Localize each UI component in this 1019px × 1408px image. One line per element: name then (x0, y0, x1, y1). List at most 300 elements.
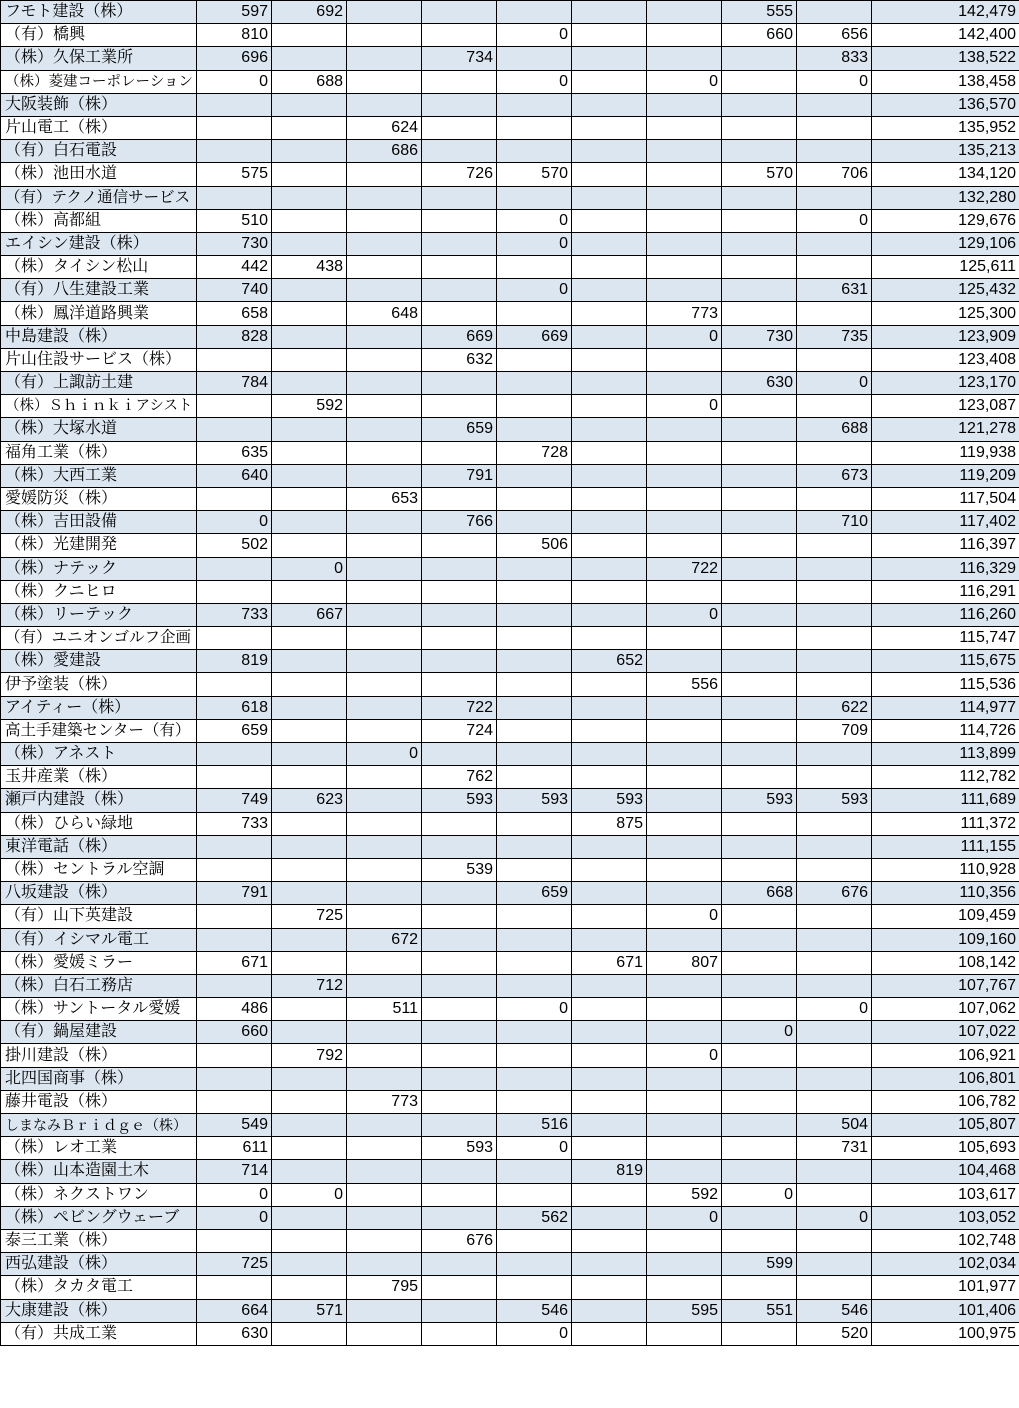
score-cell (572, 1067, 647, 1090)
company-name-cell: フモト建設（株） (1, 1, 197, 24)
total-cell: 105,693 (872, 1137, 1019, 1160)
score-cell: 706 (797, 163, 872, 186)
score-cell (347, 580, 422, 603)
score-cell (572, 928, 647, 951)
table-row (1, 348, 1019, 371)
table-row (1, 464, 1019, 487)
score-cell (497, 256, 572, 279)
score-cell: 506 (497, 534, 572, 557)
company-name-cell: アイティー（株） (1, 696, 197, 719)
total-cell: 115,747 (872, 627, 1019, 650)
score-cell (797, 140, 872, 163)
score-cell (647, 835, 722, 858)
table-row (1, 603, 1019, 626)
score-cell (797, 395, 872, 418)
total-cell: 121,278 (872, 418, 1019, 441)
score-cell: 0 (497, 209, 572, 232)
score-cell: 640 (197, 464, 272, 487)
score-cell (572, 348, 647, 371)
total-cell: 108,142 (872, 951, 1019, 974)
score-cell (422, 673, 497, 696)
score-cell (497, 743, 572, 766)
company-name-cell: しまなみＢｒｉｄｇｅ（株） (1, 1114, 197, 1137)
score-cell (797, 1, 872, 24)
score-cell (272, 835, 347, 858)
score-cell (647, 1090, 722, 1113)
score-cell (422, 441, 497, 464)
total-cell: 117,504 (872, 487, 1019, 510)
score-cell (347, 1183, 422, 1206)
score-cell (722, 70, 797, 93)
score-cell: 0 (497, 998, 572, 1021)
total-cell: 107,022 (872, 1021, 1019, 1044)
score-cell: 712 (272, 974, 347, 997)
table-row (1, 1183, 1019, 1206)
company-name-cell: （株）高都組 (1, 209, 197, 232)
score-cell (647, 998, 722, 1021)
score-cell: 660 (722, 24, 797, 47)
score-cell (197, 1044, 272, 1067)
score-cell (572, 70, 647, 93)
score-cell: 504 (797, 1114, 872, 1137)
score-cell (722, 812, 797, 835)
table-row (1, 1253, 1019, 1276)
company-name-cell: （株）ネクストワン (1, 1183, 197, 1206)
table-row (1, 418, 1019, 441)
score-cell: 722 (647, 557, 722, 580)
score-cell: 546 (797, 1299, 872, 1322)
total-cell: 106,801 (872, 1067, 1019, 1090)
score-cell (347, 974, 422, 997)
score-cell: 511 (347, 998, 422, 1021)
score-cell (422, 743, 497, 766)
score-cell: 714 (197, 1160, 272, 1183)
table-row (1, 650, 1019, 673)
score-cell (197, 557, 272, 580)
score-cell (497, 395, 572, 418)
score-cell (722, 557, 797, 580)
score-cell (497, 603, 572, 626)
company-name-cell: 瀬戸内建設（株） (1, 789, 197, 812)
total-cell: 116,397 (872, 534, 1019, 557)
score-cell (422, 140, 497, 163)
total-cell: 117,402 (872, 511, 1019, 534)
score-cell (647, 186, 722, 209)
score-cell (422, 1044, 497, 1067)
score-cell (422, 951, 497, 974)
table-row (1, 163, 1019, 186)
score-cell (272, 441, 347, 464)
score-cell (347, 719, 422, 742)
score-cell (272, 627, 347, 650)
score-cell (572, 1021, 647, 1044)
score-cell: 555 (722, 1, 797, 24)
score-cell (272, 372, 347, 395)
company-name-cell: （株）愛媛ミラー (1, 951, 197, 974)
score-cell: 671 (572, 951, 647, 974)
score-cell (647, 1021, 722, 1044)
score-cell: 486 (197, 998, 272, 1021)
score-cell (647, 766, 722, 789)
score-cell (497, 766, 572, 789)
table-row (1, 766, 1019, 789)
score-cell (497, 974, 572, 997)
score-cell (497, 1183, 572, 1206)
score-cell (572, 302, 647, 325)
score-cell (722, 1137, 797, 1160)
score-cell (272, 673, 347, 696)
score-cell (572, 232, 647, 255)
total-cell: 119,938 (872, 441, 1019, 464)
score-cell (347, 1, 422, 24)
score-cell (647, 1276, 722, 1299)
score-cell (272, 1229, 347, 1252)
score-cell (347, 1044, 422, 1067)
score-cell (572, 186, 647, 209)
score-cell: 630 (197, 1322, 272, 1345)
company-name-cell: 大康建設（株） (1, 1299, 197, 1322)
score-cell (572, 743, 647, 766)
table-row (1, 1299, 1019, 1322)
score-cell: 660 (197, 1021, 272, 1044)
score-cell: 0 (722, 1021, 797, 1044)
score-cell (572, 603, 647, 626)
table-row (1, 812, 1019, 835)
score-cell (497, 1276, 572, 1299)
score-cell (347, 557, 422, 580)
score-cell (197, 93, 272, 116)
score-cell (647, 464, 722, 487)
score-cell: 0 (647, 603, 722, 626)
score-cell (197, 418, 272, 441)
score-cell (422, 1322, 497, 1345)
score-cell (722, 140, 797, 163)
score-cell (797, 1253, 872, 1276)
score-cell (197, 928, 272, 951)
company-name-cell: （有）共成工業 (1, 1322, 197, 1345)
score-cell (572, 163, 647, 186)
score-cell (272, 511, 347, 534)
score-cell (572, 580, 647, 603)
total-cell: 115,536 (872, 673, 1019, 696)
table-row (1, 441, 1019, 464)
score-cell (647, 279, 722, 302)
score-cell (572, 372, 647, 395)
score-cell (197, 580, 272, 603)
score-cell: 623 (272, 789, 347, 812)
score-cell: 791 (197, 882, 272, 905)
score-cell (272, 163, 347, 186)
score-cell (272, 719, 347, 742)
score-cell: 810 (197, 24, 272, 47)
company-name-cell: （株）タカタ電工 (1, 1276, 197, 1299)
score-cell (722, 534, 797, 557)
score-cell: 659 (497, 882, 572, 905)
score-cell (647, 882, 722, 905)
score-cell (422, 256, 497, 279)
total-cell: 114,977 (872, 696, 1019, 719)
score-cell: 599 (722, 1253, 797, 1276)
score-cell (572, 209, 647, 232)
table-row (1, 325, 1019, 348)
score-cell (572, 395, 647, 418)
score-cell (422, 209, 497, 232)
score-cell: 593 (422, 1137, 497, 1160)
total-cell: 106,921 (872, 1044, 1019, 1067)
score-cell (722, 186, 797, 209)
table-row (1, 279, 1019, 302)
total-cell: 111,372 (872, 812, 1019, 835)
score-cell (572, 1137, 647, 1160)
score-cell: 676 (422, 1229, 497, 1252)
score-cell: 622 (797, 696, 872, 719)
score-cell: 791 (422, 464, 497, 487)
score-cell: 724 (422, 719, 497, 742)
score-cell (497, 348, 572, 371)
score-cell (422, 603, 497, 626)
company-name-cell: （株）吉田設備 (1, 511, 197, 534)
score-cell (572, 487, 647, 510)
score-cell (422, 24, 497, 47)
score-cell (722, 47, 797, 70)
score-cell: 516 (497, 1114, 572, 1137)
score-cell (797, 835, 872, 858)
score-cell (797, 650, 872, 673)
score-cell (572, 1276, 647, 1299)
company-name-cell: （株）セントラル空調 (1, 858, 197, 881)
score-cell (797, 974, 872, 997)
score-cell (347, 905, 422, 928)
score-cell (722, 1229, 797, 1252)
score-cell (272, 186, 347, 209)
score-cell: 0 (497, 1322, 572, 1345)
score-cell (497, 116, 572, 139)
score-cell (647, 696, 722, 719)
score-cell: 597 (197, 1, 272, 24)
company-name-cell: （株）山本造園土木 (1, 1160, 197, 1183)
table-row (1, 186, 1019, 209)
total-cell: 100,975 (872, 1322, 1019, 1345)
total-cell: 102,748 (872, 1229, 1019, 1252)
score-cell (647, 580, 722, 603)
score-cell: 618 (197, 696, 272, 719)
score-cell: 659 (422, 418, 497, 441)
score-cell (647, 1137, 722, 1160)
score-cell: 671 (197, 951, 272, 974)
score-cell: 593 (722, 789, 797, 812)
total-cell: 136,570 (872, 93, 1019, 116)
score-cell (722, 603, 797, 626)
company-name-cell: 藤井電設（株） (1, 1090, 197, 1113)
score-cell (422, 1090, 497, 1113)
score-cell (347, 93, 422, 116)
score-cell (197, 140, 272, 163)
score-cell (347, 441, 422, 464)
score-cell (197, 487, 272, 510)
score-cell (197, 1090, 272, 1113)
score-cell (497, 93, 572, 116)
table-row (1, 835, 1019, 858)
score-cell (197, 116, 272, 139)
score-cell (197, 905, 272, 928)
score-cell: 733 (197, 812, 272, 835)
score-cell (272, 534, 347, 557)
company-name-cell: （株）池田水道 (1, 163, 197, 186)
score-cell: 570 (497, 163, 572, 186)
table-row (1, 209, 1019, 232)
score-cell (647, 1067, 722, 1090)
score-cell: 0 (647, 1044, 722, 1067)
total-cell: 109,459 (872, 905, 1019, 928)
score-cell: 762 (422, 766, 497, 789)
company-name-cell: 中島建設（株） (1, 325, 197, 348)
score-cell (647, 743, 722, 766)
table-row (1, 557, 1019, 580)
score-cell (797, 557, 872, 580)
score-cell (347, 348, 422, 371)
score-cell: 672 (347, 928, 422, 951)
score-cell (347, 186, 422, 209)
score-cell (422, 395, 497, 418)
score-cell (722, 719, 797, 742)
total-cell: 138,458 (872, 70, 1019, 93)
score-cell (272, 928, 347, 951)
company-name-cell: 福角工業（株） (1, 441, 197, 464)
score-cell: 0 (497, 232, 572, 255)
score-cell (647, 47, 722, 70)
table-row (1, 858, 1019, 881)
score-cell (422, 279, 497, 302)
score-cell (347, 325, 422, 348)
total-cell: 109,160 (872, 928, 1019, 951)
total-cell: 105,807 (872, 1114, 1019, 1137)
score-cell (797, 1067, 872, 1090)
score-cell (272, 464, 347, 487)
company-name-cell: （株）サントータル愛媛 (1, 998, 197, 1021)
table-row (1, 1229, 1019, 1252)
score-cell (497, 928, 572, 951)
company-name-cell: （有）イシマル電工 (1, 928, 197, 951)
score-cell (347, 1160, 422, 1183)
score-cell (572, 93, 647, 116)
score-cell (647, 93, 722, 116)
score-cell (647, 163, 722, 186)
score-cell (797, 116, 872, 139)
total-cell: 125,611 (872, 256, 1019, 279)
score-cell (422, 1160, 497, 1183)
company-name-cell: （株）ペビングウェーブ (1, 1206, 197, 1229)
score-cell (572, 1253, 647, 1276)
score-cell (572, 1229, 647, 1252)
score-cell (347, 1253, 422, 1276)
score-cell (647, 24, 722, 47)
score-cell (722, 905, 797, 928)
score-cell (572, 511, 647, 534)
company-name-cell: 泰三工業（株） (1, 1229, 197, 1252)
total-cell: 111,689 (872, 789, 1019, 812)
score-cell (272, 580, 347, 603)
score-cell (572, 24, 647, 47)
score-cell (497, 47, 572, 70)
score-cell: 592 (647, 1183, 722, 1206)
company-name-cell: 高土手建築センター（有） (1, 719, 197, 742)
score-cell (347, 789, 422, 812)
total-cell: 116,291 (872, 580, 1019, 603)
score-cell (722, 696, 797, 719)
table-row (1, 1021, 1019, 1044)
score-cell (272, 650, 347, 673)
score-cell (647, 232, 722, 255)
score-cell (422, 93, 497, 116)
table-row (1, 47, 1019, 70)
score-cell (572, 325, 647, 348)
score-cell (347, 256, 422, 279)
score-cell (497, 673, 572, 696)
company-name-cell: （株）Ｓｈｉｎｋｉアシスト (1, 395, 197, 418)
score-cell (497, 1229, 572, 1252)
total-cell: 115,675 (872, 650, 1019, 673)
score-cell (197, 743, 272, 766)
score-cell (422, 232, 497, 255)
company-name-cell: （有）ユニオンゴルフ企画 (1, 627, 197, 650)
score-cell: 556 (647, 673, 722, 696)
table-row (1, 232, 1019, 255)
table-row (1, 1114, 1019, 1137)
score-cell (722, 1114, 797, 1137)
score-cell (422, 998, 497, 1021)
score-cell (497, 1021, 572, 1044)
score-cell: 630 (722, 372, 797, 395)
score-cell: 656 (797, 24, 872, 47)
score-cell (197, 1229, 272, 1252)
score-cell (347, 766, 422, 789)
score-cell (497, 140, 572, 163)
score-cell (647, 719, 722, 742)
score-cell (422, 1299, 497, 1322)
score-cell: 593 (572, 789, 647, 812)
score-cell (422, 557, 497, 580)
score-cell (272, 1067, 347, 1090)
score-cell (272, 882, 347, 905)
score-cell (722, 441, 797, 464)
score-cell (497, 1090, 572, 1113)
score-cell: 653 (347, 487, 422, 510)
table-row (1, 1044, 1019, 1067)
company-name-cell: （株）レオ工業 (1, 1137, 197, 1160)
score-cell (347, 511, 422, 534)
score-cell (347, 24, 422, 47)
score-cell: 546 (497, 1299, 572, 1322)
score-cell: 593 (797, 789, 872, 812)
table-row (1, 1206, 1019, 1229)
score-cell (347, 650, 422, 673)
score-cell (572, 1183, 647, 1206)
table-row (1, 70, 1019, 93)
score-cell: 773 (347, 1090, 422, 1113)
table-row (1, 1276, 1019, 1299)
score-cell (272, 116, 347, 139)
total-cell: 116,329 (872, 557, 1019, 580)
score-cell (572, 534, 647, 557)
score-cell: 722 (422, 696, 497, 719)
score-cell (272, 1206, 347, 1229)
score-cell (422, 812, 497, 835)
score-cell (497, 557, 572, 580)
company-name-cell: （有）上諏訪土建 (1, 372, 197, 395)
score-cell: 0 (497, 70, 572, 93)
score-cell: 726 (422, 163, 497, 186)
table-row (1, 627, 1019, 650)
